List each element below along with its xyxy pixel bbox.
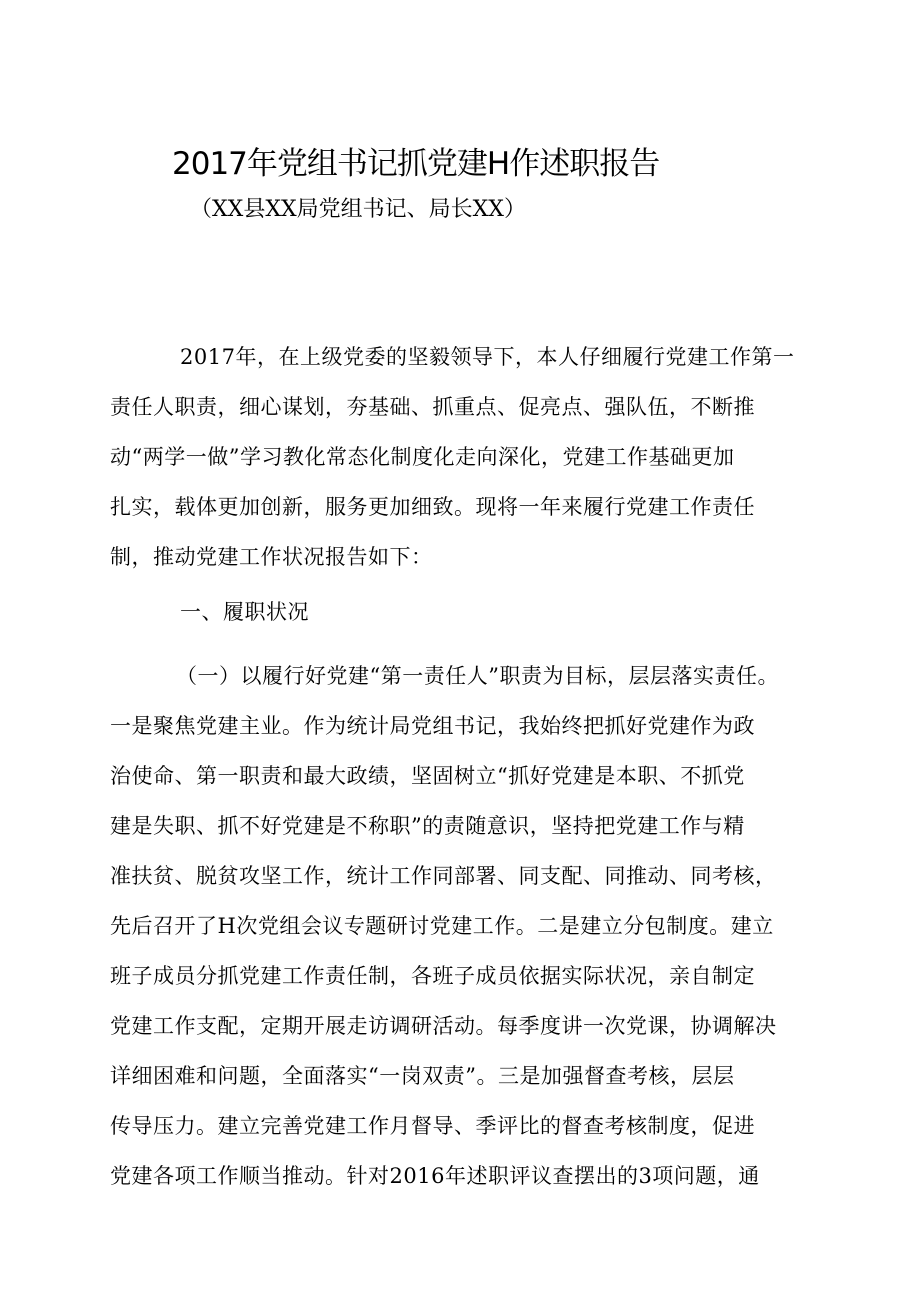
section-heading: 一、履职状况	[180, 600, 309, 624]
paragraph-line: 一是聚焦党建主业。作为统计局党组书记，我始终把抓好党建作为政	[110, 714, 755, 738]
paragraph-line: （一）以履行好党建“第一责任人”职责为目标，层层落实责任。	[176, 664, 779, 688]
paragraph-line: 扎实，载体更加创新，服务更加细致。现将一年来履行党建工作责任	[110, 495, 755, 519]
paragraph-line: 党建工作支配，定期开展走访调研活动。每季度讲一次党课，协调解决	[110, 1014, 777, 1038]
paragraph-line: 建是失职、抓不好党建是不称职”的责随意识，坚持把党建工作与精	[110, 814, 745, 838]
paragraph-line: 传导压力。建立完善党建工作月督导、季评比的督查考核制度，促进	[110, 1114, 755, 1138]
paragraph-line: 2017年，在上级党委的坚毅领导下，本人仔细履行党建工作第一	[180, 345, 795, 369]
paragraph-line: 动“两学一做”学习教化常态化制度化走向深化，党建工作基础更加	[110, 445, 735, 469]
document-title: 2017年党组书记抓党建H作述职报告	[172, 146, 660, 182]
paragraph-line: 班子成员分抓党建工作责任制，各班子成员依据实际状况，亲自制定	[110, 964, 755, 988]
paragraph-line: 治使命、第一职责和最大政绩，坚固树立“抓好党建是本职、不抓党	[110, 764, 745, 788]
paragraph-line: 详细困难和问题，全面落实“一岗双责”。三是加强督查考核，层层	[110, 1064, 735, 1088]
paragraph-line: 责任人职责，细心谋划，夯基础、抓重点、促亮点、强队伍，不断推	[110, 395, 755, 419]
paragraph-line: 制，推动党建工作状况报告如下：	[110, 545, 433, 569]
paragraph-line: 先后召开了H次党组会议专题研讨党建工作。二是建立分包制度。建立	[110, 914, 774, 938]
paragraph-line: 准扶贫、脱贫攻坚工作，统计工作同部署、同支配、同推动、同考核，	[110, 864, 777, 888]
paragraph-line: 党建各项工作顺当推动。针对2016年述职评议查摆出的3项问题，通	[110, 1164, 760, 1188]
document-subtitle: （XX县XX局党组书记、局长XX）	[190, 197, 526, 222]
